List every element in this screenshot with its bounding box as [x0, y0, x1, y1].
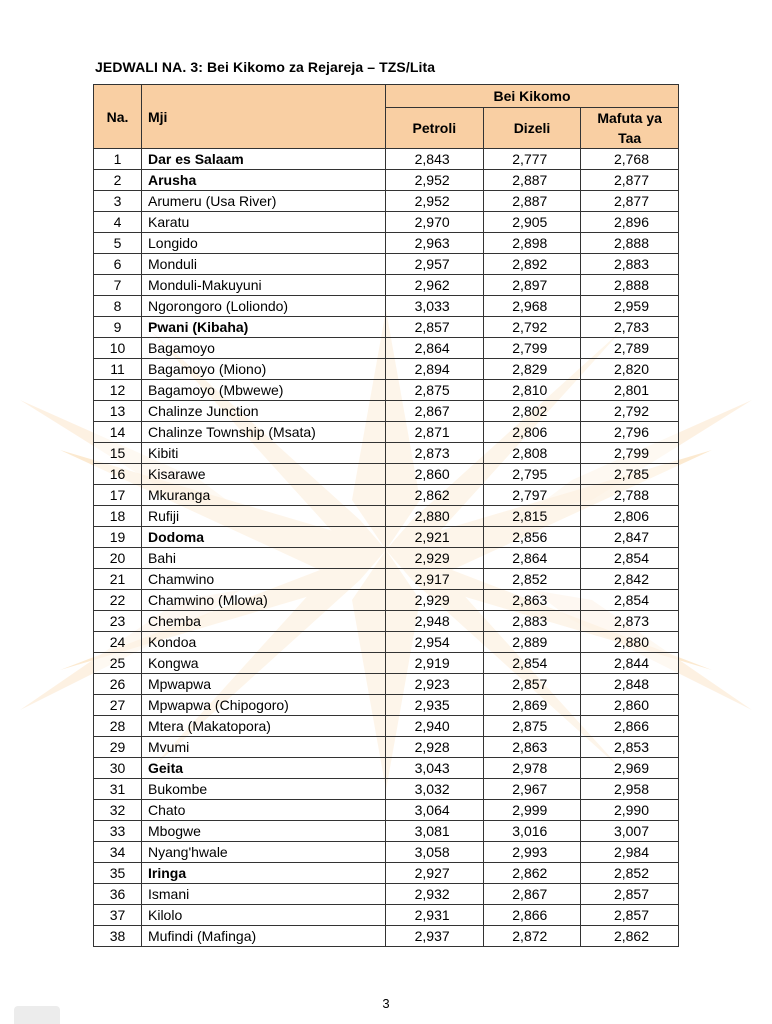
city-name: Ngorongoro (Loliondo) — [142, 296, 386, 317]
diesel-price: 2,887 — [483, 191, 581, 212]
table-row — [94, 905, 679, 926]
kerosene-price: 2,852 — [581, 863, 679, 884]
table-row — [94, 401, 679, 422]
petrol-price: 2,963 — [386, 233, 484, 254]
table-row — [94, 653, 679, 674]
diesel-price: 2,777 — [483, 149, 581, 170]
diesel-price: 2,862 — [483, 863, 581, 884]
table-row — [94, 569, 679, 590]
row-number: 28 — [94, 716, 142, 737]
kerosene-price: 2,969 — [581, 758, 679, 779]
city-name: Chemba — [142, 611, 386, 632]
petrol-price: 2,928 — [386, 737, 484, 758]
row-number: 32 — [94, 800, 142, 821]
row-number: 36 — [94, 884, 142, 905]
table-row — [94, 170, 679, 191]
row-number: 33 — [94, 821, 142, 842]
city-name: Mkuranga — [142, 485, 386, 506]
table-row — [94, 548, 679, 569]
diesel-price: 2,905 — [483, 212, 581, 233]
petrol-price: 2,867 — [386, 401, 484, 422]
petrol-price: 3,081 — [386, 821, 484, 842]
petrol-price: 2,952 — [386, 170, 484, 191]
row-number: 34 — [94, 842, 142, 863]
diesel-price: 2,869 — [483, 695, 581, 716]
row-number: 20 — [94, 548, 142, 569]
diesel-price: 2,792 — [483, 317, 581, 338]
row-number: 3 — [94, 191, 142, 212]
city-name: Nyang'hwale — [142, 842, 386, 863]
header-kerosene: Mafuta ya Taa — [581, 108, 679, 149]
petrol-price: 2,929 — [386, 548, 484, 569]
city-name: Chamwino — [142, 569, 386, 590]
header-petrol: Petroli — [386, 108, 484, 149]
city-name: Kisarawe — [142, 464, 386, 485]
petrol-price: 2,873 — [386, 443, 484, 464]
row-number: 12 — [94, 380, 142, 401]
row-number: 8 — [94, 296, 142, 317]
city-name: Bagamoyo (Mbwewe) — [142, 380, 386, 401]
kerosene-price: 2,877 — [581, 191, 679, 212]
kerosene-price: 2,847 — [581, 527, 679, 548]
petrol-price: 3,032 — [386, 779, 484, 800]
table-row — [94, 443, 679, 464]
table-body — [94, 149, 679, 947]
row-number: 5 — [94, 233, 142, 254]
petrol-price: 2,932 — [386, 884, 484, 905]
petrol-price: 2,860 — [386, 464, 484, 485]
petrol-price: 3,033 — [386, 296, 484, 317]
kerosene-price: 2,880 — [581, 632, 679, 653]
kerosene-price: 2,959 — [581, 296, 679, 317]
row-number: 19 — [94, 527, 142, 548]
diesel-price: 2,802 — [483, 401, 581, 422]
row-number: 2 — [94, 170, 142, 191]
kerosene-price: 2,854 — [581, 548, 679, 569]
table-row — [94, 233, 679, 254]
row-number: 4 — [94, 212, 142, 233]
row-number: 26 — [94, 674, 142, 695]
kerosene-price: 2,788 — [581, 485, 679, 506]
table-row — [94, 800, 679, 821]
kerosene-price: 2,842 — [581, 569, 679, 590]
table-row — [94, 779, 679, 800]
petrol-price: 2,862 — [386, 485, 484, 506]
petrol-price: 2,917 — [386, 569, 484, 590]
header-no: Na. — [94, 85, 142, 149]
row-number: 17 — [94, 485, 142, 506]
row-number: 16 — [94, 464, 142, 485]
city-name: Mpwapwa — [142, 674, 386, 695]
city-name: Chalinze Township (Msata) — [142, 422, 386, 443]
city-name: Bagamoyo — [142, 338, 386, 359]
kerosene-price: 2,866 — [581, 716, 679, 737]
table-row — [94, 296, 679, 317]
petrol-price: 3,058 — [386, 842, 484, 863]
diesel-price: 2,883 — [483, 611, 581, 632]
petrol-price: 2,919 — [386, 653, 484, 674]
diesel-price: 2,852 — [483, 569, 581, 590]
table-row — [94, 926, 679, 947]
petrol-price: 2,948 — [386, 611, 484, 632]
petrol-price: 2,929 — [386, 590, 484, 611]
city-name: Kondoa — [142, 632, 386, 653]
city-name: Dar es Salaam — [142, 149, 386, 170]
table-row — [94, 842, 679, 863]
diesel-price: 2,889 — [483, 632, 581, 653]
row-number: 29 — [94, 737, 142, 758]
city-name: Longido — [142, 233, 386, 254]
city-name: Monduli — [142, 254, 386, 275]
row-number: 30 — [94, 758, 142, 779]
kerosene-price: 2,799 — [581, 443, 679, 464]
petrol-price: 2,931 — [386, 905, 484, 926]
petrol-price: 2,871 — [386, 422, 484, 443]
petrol-price: 2,962 — [386, 275, 484, 296]
row-number: 14 — [94, 422, 142, 443]
row-number: 13 — [94, 401, 142, 422]
kerosene-price: 2,862 — [581, 926, 679, 947]
kerosene-price: 2,785 — [581, 464, 679, 485]
row-number: 21 — [94, 569, 142, 590]
petrol-price: 2,952 — [386, 191, 484, 212]
table-row — [94, 758, 679, 779]
kerosene-price: 2,801 — [581, 380, 679, 401]
diesel-price: 2,993 — [483, 842, 581, 863]
kerosene-price: 2,768 — [581, 149, 679, 170]
petrol-price: 3,043 — [386, 758, 484, 779]
table-row — [94, 863, 679, 884]
kerosene-price: 2,984 — [581, 842, 679, 863]
table-row — [94, 716, 679, 737]
kerosene-price: 2,857 — [581, 884, 679, 905]
diesel-price: 2,863 — [483, 590, 581, 611]
diesel-price: 2,810 — [483, 380, 581, 401]
petrol-price: 2,864 — [386, 338, 484, 359]
city-name: Mbogwe — [142, 821, 386, 842]
petrol-price: 2,937 — [386, 926, 484, 947]
kerosene-price: 2,873 — [581, 611, 679, 632]
diesel-price: 2,808 — [483, 443, 581, 464]
petrol-price: 2,894 — [386, 359, 484, 380]
diesel-price: 2,999 — [483, 800, 581, 821]
table-row — [94, 611, 679, 632]
kerosene-price: 2,783 — [581, 317, 679, 338]
table-title: JEDWALI NA. 3: Bei Kikomo za Rejareja – TZS/Lita — [95, 59, 436, 75]
row-number: 27 — [94, 695, 142, 716]
kerosene-price: 2,877 — [581, 170, 679, 191]
city-name: Bagamoyo (Miono) — [142, 359, 386, 380]
table-row — [94, 695, 679, 716]
table-row — [94, 821, 679, 842]
kerosene-price: 2,820 — [581, 359, 679, 380]
city-name: Mtera (Makatopora) — [142, 716, 386, 737]
table-row — [94, 527, 679, 548]
row-number: 11 — [94, 359, 142, 380]
row-number: 22 — [94, 590, 142, 611]
kerosene-price: 3,007 — [581, 821, 679, 842]
table-row — [94, 485, 679, 506]
table-row — [94, 254, 679, 275]
diesel-price: 2,806 — [483, 422, 581, 443]
row-number: 38 — [94, 926, 142, 947]
kerosene-price: 2,896 — [581, 212, 679, 233]
petrol-price: 2,927 — [386, 863, 484, 884]
diesel-price: 2,867 — [483, 884, 581, 905]
kerosene-price: 2,853 — [581, 737, 679, 758]
diesel-price: 2,967 — [483, 779, 581, 800]
header-city: Mji — [142, 85, 386, 149]
header-row-top — [94, 85, 679, 108]
diesel-price: 2,968 — [483, 296, 581, 317]
row-number: 6 — [94, 254, 142, 275]
table-row — [94, 380, 679, 401]
kerosene-price: 2,848 — [581, 674, 679, 695]
city-name: Kilolo — [142, 905, 386, 926]
city-name: Kongwa — [142, 653, 386, 674]
diesel-price: 2,898 — [483, 233, 581, 254]
petrol-price: 2,923 — [386, 674, 484, 695]
row-number: 15 — [94, 443, 142, 464]
table-row — [94, 317, 679, 338]
kerosene-price: 2,789 — [581, 338, 679, 359]
petrol-price: 3,064 — [386, 800, 484, 821]
city-name: Monduli-Makuyuni — [142, 275, 386, 296]
diesel-price: 2,857 — [483, 674, 581, 695]
kerosene-price: 2,796 — [581, 422, 679, 443]
header-price-group: Bei Kikomo — [386, 85, 679, 108]
row-number: 24 — [94, 632, 142, 653]
row-number: 9 — [94, 317, 142, 338]
city-name: Ismani — [142, 884, 386, 905]
city-name: Rufiji — [142, 506, 386, 527]
diesel-price: 2,829 — [483, 359, 581, 380]
kerosene-price: 2,888 — [581, 233, 679, 254]
diesel-price: 2,892 — [483, 254, 581, 275]
kerosene-price: 2,854 — [581, 590, 679, 611]
kerosene-price: 2,888 — [581, 275, 679, 296]
city-name: Mvumi — [142, 737, 386, 758]
city-name: Karatu — [142, 212, 386, 233]
kerosene-price: 2,958 — [581, 779, 679, 800]
table-row — [94, 737, 679, 758]
table-row — [94, 884, 679, 905]
diesel-price: 2,875 — [483, 716, 581, 737]
city-name: Mpwapwa (Chipogoro) — [142, 695, 386, 716]
city-name: Bahi — [142, 548, 386, 569]
diesel-price: 2,897 — [483, 275, 581, 296]
row-number: 7 — [94, 275, 142, 296]
city-name: Arumeru (Usa River) — [142, 191, 386, 212]
header-diesel: Dizeli — [483, 108, 581, 149]
row-number: 10 — [94, 338, 142, 359]
petrol-price: 2,880 — [386, 506, 484, 527]
table-row — [94, 359, 679, 380]
diesel-price: 2,854 — [483, 653, 581, 674]
row-number: 37 — [94, 905, 142, 926]
row-number: 18 — [94, 506, 142, 527]
table-row — [94, 191, 679, 212]
petrol-price: 2,957 — [386, 254, 484, 275]
petrol-price: 2,843 — [386, 149, 484, 170]
table-row — [94, 506, 679, 527]
table-row — [94, 275, 679, 296]
city-name: Pwani (Kibaha) — [142, 317, 386, 338]
city-name: Kibiti — [142, 443, 386, 464]
table-row — [94, 632, 679, 653]
kerosene-price: 2,806 — [581, 506, 679, 527]
petrol-price: 2,875 — [386, 380, 484, 401]
petrol-price: 2,970 — [386, 212, 484, 233]
kerosene-price: 2,857 — [581, 905, 679, 926]
table-row — [94, 590, 679, 611]
diesel-price: 3,016 — [483, 821, 581, 842]
diesel-price: 2,856 — [483, 527, 581, 548]
diesel-price: 2,887 — [483, 170, 581, 191]
kerosene-price: 2,883 — [581, 254, 679, 275]
diesel-price: 2,815 — [483, 506, 581, 527]
page-number: 3 — [382, 996, 390, 1011]
price-table — [93, 84, 679, 947]
diesel-price: 2,799 — [483, 338, 581, 359]
city-name: Iringa — [142, 863, 386, 884]
city-name: Chamwino (Mlowa) — [142, 590, 386, 611]
row-number: 35 — [94, 863, 142, 884]
row-number: 25 — [94, 653, 142, 674]
kerosene-price: 2,860 — [581, 695, 679, 716]
kerosene-price: 2,990 — [581, 800, 679, 821]
city-name: Geita — [142, 758, 386, 779]
table-row — [94, 338, 679, 359]
table-row — [94, 422, 679, 443]
diesel-price: 2,797 — [483, 485, 581, 506]
diesel-price: 2,978 — [483, 758, 581, 779]
diesel-price: 2,864 — [483, 548, 581, 569]
city-name: Bukombe — [142, 779, 386, 800]
petrol-price: 2,954 — [386, 632, 484, 653]
table-row — [94, 212, 679, 233]
city-name: Arusha — [142, 170, 386, 191]
city-name: Chalinze Junction — [142, 401, 386, 422]
diesel-price: 2,866 — [483, 905, 581, 926]
city-name: Mufindi (Mafinga) — [142, 926, 386, 947]
diesel-price: 2,863 — [483, 737, 581, 758]
city-name: Chato — [142, 800, 386, 821]
row-number: 23 — [94, 611, 142, 632]
row-number: 1 — [94, 149, 142, 170]
row-number: 31 — [94, 779, 142, 800]
table-row — [94, 464, 679, 485]
table-row — [94, 149, 679, 170]
kerosene-price: 2,844 — [581, 653, 679, 674]
diesel-price: 2,795 — [483, 464, 581, 485]
kerosene-price: 2,792 — [581, 401, 679, 422]
petrol-price: 2,857 — [386, 317, 484, 338]
petrol-price: 2,935 — [386, 695, 484, 716]
city-name: Dodoma — [142, 527, 386, 548]
table-row — [94, 674, 679, 695]
diesel-price: 2,872 — [483, 926, 581, 947]
petrol-price: 2,921 — [386, 527, 484, 548]
petrol-price: 2,940 — [386, 716, 484, 737]
